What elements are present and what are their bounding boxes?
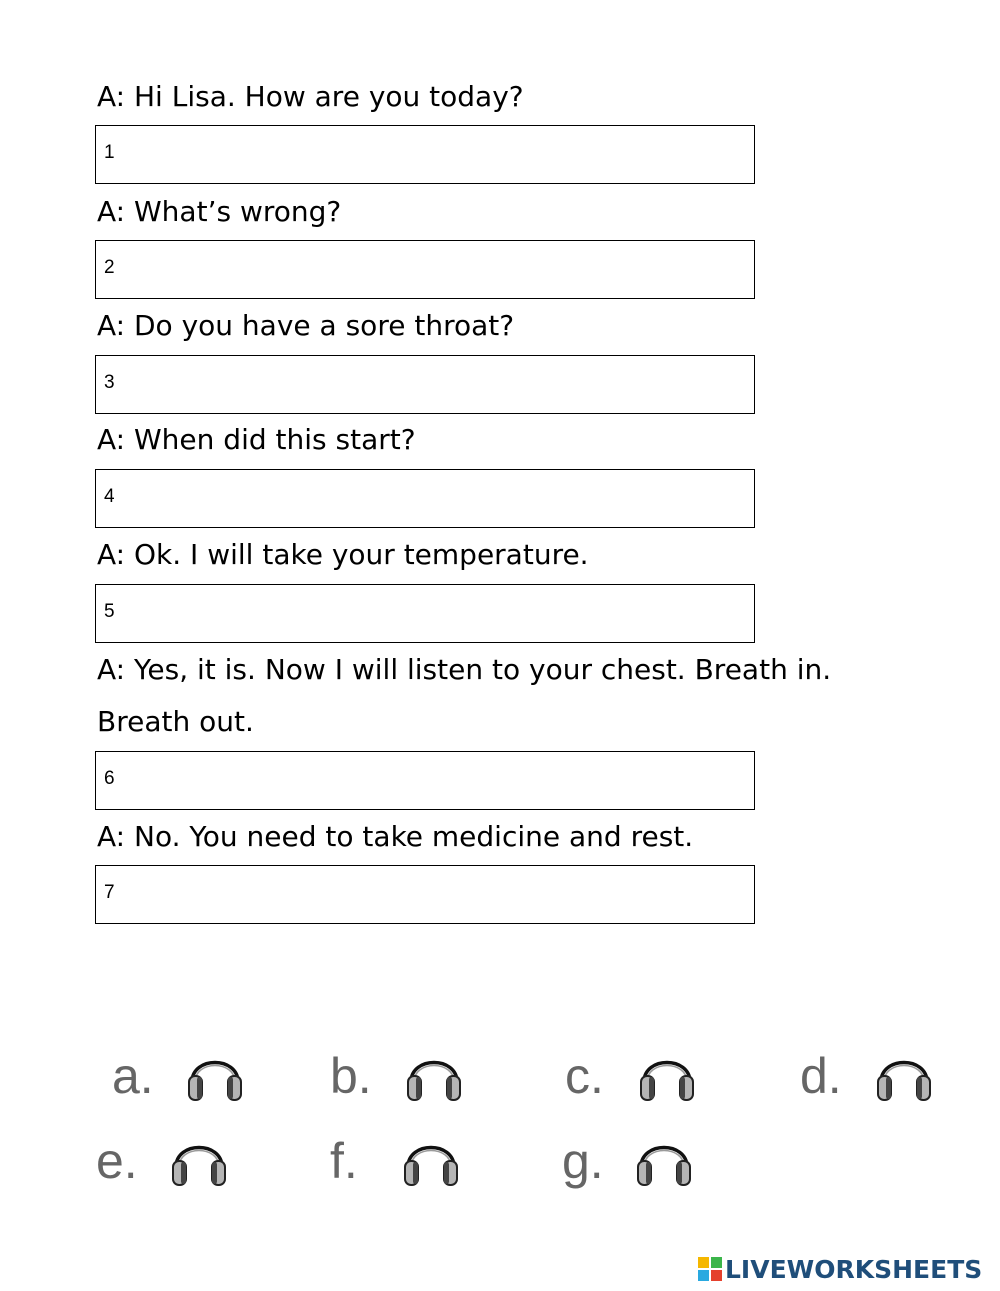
audio-item-e bbox=[96, 1131, 236, 1201]
dialogue-line-3: A: Do you have a sore throat? bbox=[97, 309, 515, 342]
headphones-icon[interactable] bbox=[635, 1131, 693, 1187]
dialogue-line-1: A: Hi Lisa. How are you today? bbox=[97, 80, 524, 113]
dialogue-line-7: A: No. You need to take medicine and rest. bbox=[97, 820, 694, 853]
answer-box-6[interactable] bbox=[95, 751, 755, 810]
audio-letter: a. bbox=[112, 1048, 154, 1104]
dialogue-line-5: A: Ok. I will take your temperature. bbox=[97, 538, 589, 571]
answer-box-3[interactable] bbox=[95, 355, 755, 414]
dialogue-line-6: A: Yes, it is. Now I will listen to your chest. Breath in. bbox=[97, 653, 832, 686]
headphones-icon[interactable] bbox=[186, 1046, 244, 1102]
answer-box-1[interactable] bbox=[95, 125, 755, 184]
audio-item-b bbox=[330, 1046, 470, 1116]
headphones-icon[interactable] bbox=[170, 1131, 228, 1187]
audio-letter: b. bbox=[330, 1048, 372, 1104]
answer-number: 3 bbox=[104, 372, 115, 393]
audio-letter: d. bbox=[800, 1048, 842, 1104]
liveworksheets-logo-icon bbox=[698, 1257, 722, 1281]
audio-item-c bbox=[565, 1046, 705, 1116]
answer-number: 7 bbox=[104, 882, 115, 903]
headphones-icon[interactable] bbox=[875, 1046, 933, 1102]
answer-number: 4 bbox=[104, 486, 115, 507]
answer-number: 2 bbox=[104, 257, 115, 278]
audio-item-a bbox=[112, 1046, 252, 1116]
dialogue-line-6-continued: Breath out. bbox=[97, 705, 254, 738]
answer-box-2[interactable] bbox=[95, 240, 755, 299]
audio-letter: e. bbox=[96, 1133, 138, 1189]
answer-number: 5 bbox=[104, 601, 115, 622]
audio-item-g bbox=[562, 1131, 702, 1201]
answer-box-7[interactable] bbox=[95, 865, 755, 924]
audio-item-f bbox=[330, 1131, 470, 1201]
liveworksheets-logo[interactable] bbox=[698, 1254, 982, 1284]
answer-box-5[interactable] bbox=[95, 584, 755, 643]
audio-letter: c. bbox=[565, 1048, 604, 1104]
audio-letter: f. bbox=[330, 1133, 358, 1189]
dialogue-line-2: A: What’s wrong? bbox=[97, 195, 342, 228]
answer-box-4[interactable] bbox=[95, 469, 755, 528]
headphones-icon[interactable] bbox=[402, 1131, 460, 1187]
answer-number: 6 bbox=[104, 768, 115, 789]
answer-number: 1 bbox=[104, 142, 115, 163]
brand-name: LIVEWORKSHEETS bbox=[725, 1254, 983, 1284]
audio-item-d bbox=[800, 1046, 940, 1116]
audio-letter: g. bbox=[562, 1133, 604, 1189]
headphones-icon[interactable] bbox=[405, 1046, 463, 1102]
headphones-icon[interactable] bbox=[638, 1046, 696, 1102]
dialogue-line-4: A: When did this start? bbox=[97, 423, 416, 456]
